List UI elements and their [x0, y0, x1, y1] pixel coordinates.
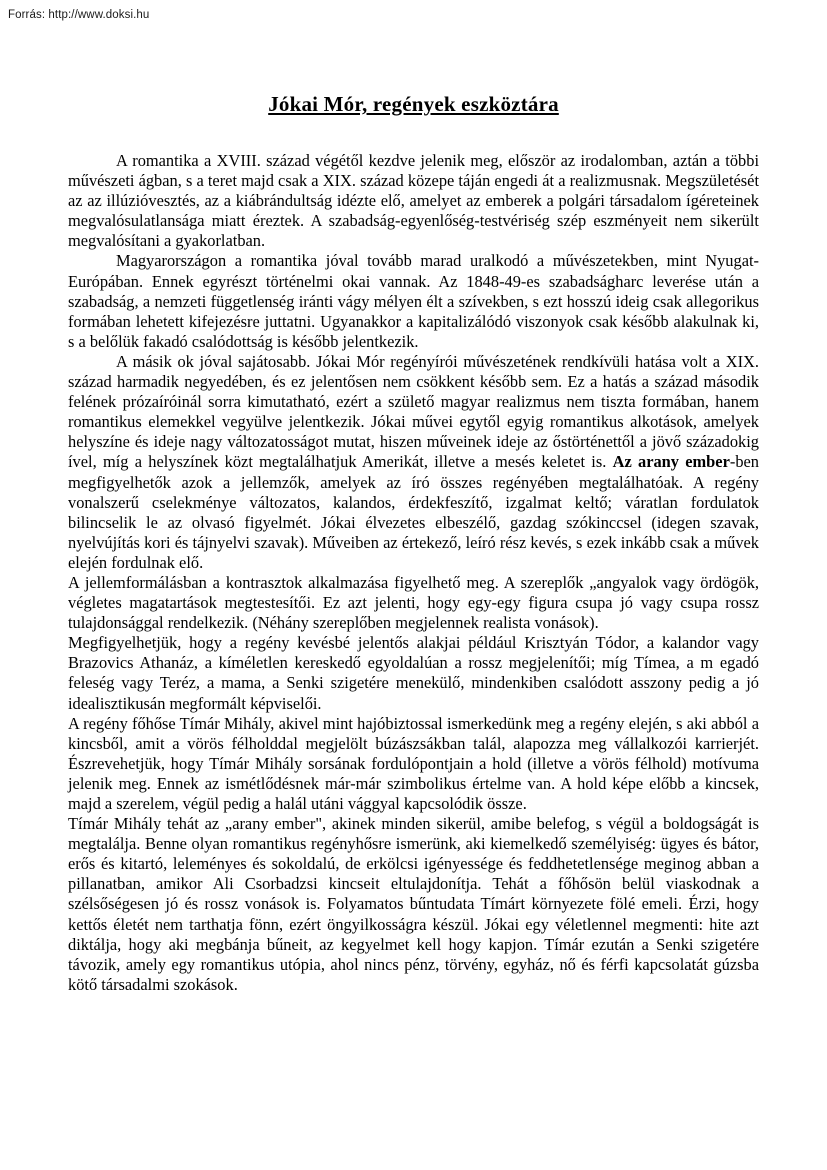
body-paragraph: A romantika a XVIII. század végétől kezdve jelenik meg, először az irodalomban, aztán a többi művészeti ágban, s a teret majd csak a XIX. század közepe táján engedi át a realizmusnak. Megszületését az az illúzióvesztés, az a kiábrándultság idézte elő, amelyet az emberek a polgári társadalom ígéreteinek megvalósulatlansága miatt éreztek. A szabadság-egyenlőség-testvériség szép eszményeit nem sikerült megvalósítani a gyakorlatban.: [68, 151, 759, 251]
body-paragraph: [68, 352, 759, 573]
body-paragraph: A jellemformálásban a kontrasztok alkalmazása figyelhető meg. A szereplők „angyalok vagy ördögök, végletes magatartások megtestesítői. Ez azt jelenti, hogy egy-egy figura csupa jó vagy csupa rossz tulajdonsággal rendelkezik. (Néhány szereplőben megjelennek realista vonások).: [68, 572, 759, 633]
body-paragraph: A regény főhőse Tímár Mihály, akivel mint hajóbiztossal ismerkedünk meg a regény elején, s aki abból a kincsből, amit a vörös félholddal megjelölt búzászsákban talál, alapozza meg vállalkozói karrierjét. Észrevehetjük, hogy Tímár Mihály sorsának fordulópontjain a hold (illetve a vörös félhold) motívuma jelenik meg. Ennek az ismétlődésnek már-már szimbolikus értelme van. A hold képe előbb a kincsek, majd a szerelem, végül pedig a halál utáni vággyal kapcsolódik össze.: [68, 713, 759, 813]
document-body: [68, 92, 759, 995]
body-paragraph: Magyarországon a romantika jóval tovább marad uralkodó a művészetekben, mint Nyugat-Európában. Ennek egyrészt történelmi okai vannak. Az 1848-49-es szabadságharc leverése után a szabadság, a nemzeti függetlenség iránti vágy mélyen élt a szívekben, s ezt hosszú ideig csak allegorikus formában lehetett kifejezésre juttatni. Ugyanakkor a kapitalizálódó viszonyok csak később alakulnak ki, s a belőlük fakadó csalódottság is később jelentkezik.: [68, 251, 759, 351]
paragraph-text-run: -ben megfigyelhetők azok a jellemzők, amelyek az író összes regényében megtalálhatóak. A regény vonalszerű cselekménye változatos, kalandos, érdekfeszítő, izgalmat keltő; váratlan fordulatok bilincselik le az olvasó figyelmét. Jókai élvezetes elbeszélő, gazdag szókinccsel (idegen szavak, nyelvújítás kori és tájnyelvi szavak). Műveiben az értekező, leíró rész kevés, s ezek inkább csak a művek elején fordulnak elő.: [68, 452, 759, 572]
paragraph-text-run: A másik ok jóval sajátosabb. Jókai Mór regényírói művészetének rendkívüli hatása volt a XIX. század harmadik negyedében, és ez jelentősen nem csökkent később sem. Ez a hatás a század második felének prózaíróinál sorra kimutatható, ezért a születő magyar realizmus nem tiszta formában, hanem romantikus elemekkel vegyülve jelentkezik. Jókai művei egytől egyig romantikus alkotások, amelyek helyszíne és ideje nagy változatosságot mutat, hiszen műveinek ideje az őstörténettől a jövő századokig ível, míg a helyszínek közt megtalálhatjuk Amerikát, illetve a mesés keletet is.: [68, 351, 759, 472]
body-paragraph: Megfigyelhetjük, hogy a regény kevésbé jelentős alakjai például Krisztyán Tódor, a kalandor vagy Brazovics Athanáz, a kíméletlen kereskedő egyoldalúan a rossz megjelenítői; míg Tímea, a m egadó feleség vagy Teréz, a mama, a Senki szigetére menekülő, mindenkiben csalódott asszony pedig a jó idealisztikusán megformált képviselői.: [68, 633, 759, 713]
paragraph-list: [68, 151, 759, 995]
body-paragraph: Tímár Mihály tehát az „arany ember", akinek minden sikerül, amibe belefog, s végül a boldogságát is megtalálja. Benne olyan romantikus regényhősre ismerünk, aki kiemelkedő személyiség: ügyes és bátor, erős és kitartó, leleményes és sokoldalú, de erkölcsi igényessége és feddhetetlensége meginog abban a pillanatban, amikor Ali Csorbadzsi kincseit eltulajdonítja. Tehát a főhősön belül viaskodnak a szélsőségesen jó és rossz vonások is. Folyamatos bűntudata Tímárt környezete fölé emeli. Érzi, hogy kettős életét nem tarthatja fönn, ezért öngyilkosságra készül. Jókai egy véletlennel megmenti: hite azt diktálja, hogy aki megbánja bűneit, az kegyelmet kell hogy kapjon. Tímár ezután a Senki szigetére távozik, amely egy romantikus utópia, ahol nincs pénz, törvény, egyház, nő és férfi kapcsolatát gúzsba kötő társadalmi szokások.: [68, 814, 759, 994]
emphasized-novel-title: Az arany ember: [612, 452, 730, 472]
source-url-header: Forrás: http://www.doksi.hu: [8, 9, 150, 21]
page-title: Jókai Mór, regények eszköztára: [268, 92, 559, 116]
